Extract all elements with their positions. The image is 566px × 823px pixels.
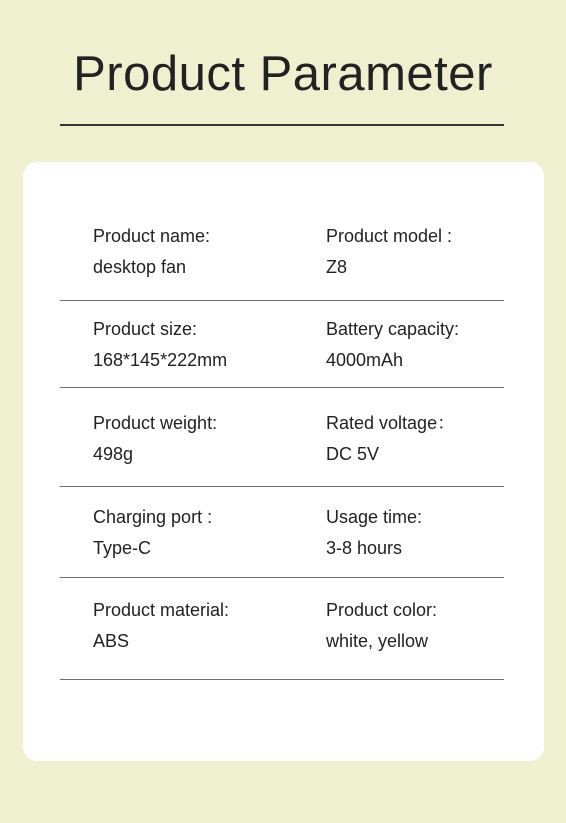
parameter-cell xyxy=(93,599,313,652)
parameter-cell xyxy=(93,225,313,278)
parameter-cell xyxy=(326,506,546,559)
parameter-label: Usage time: xyxy=(326,507,423,527)
parameter-cell xyxy=(93,412,313,465)
parameter-cell xyxy=(326,318,546,371)
parameter-label: Product weight: xyxy=(93,413,218,433)
parameter-value: 4000mAh xyxy=(326,350,404,370)
row-divider xyxy=(60,679,504,680)
parameter-label: Product material: xyxy=(93,600,230,620)
parameter-label: Product color: xyxy=(326,600,438,620)
parameter-cell xyxy=(93,318,313,371)
parameter-label: Product name: xyxy=(93,226,211,246)
row-divider xyxy=(60,577,504,578)
parameter-value: 3-8 hours xyxy=(326,538,403,558)
parameter-cell xyxy=(93,506,313,559)
page-title: Product Parameter xyxy=(73,47,493,101)
parameter-value: white, yellow xyxy=(326,631,429,651)
parameter-value: Z8 xyxy=(326,257,348,277)
parameter-cell xyxy=(326,225,546,278)
parameter-value: 498g xyxy=(93,444,134,464)
parameter-cell xyxy=(326,599,546,652)
row-divider xyxy=(60,300,504,301)
parameter-value: DC 5V xyxy=(326,444,380,464)
parameter-label: Product size: xyxy=(93,319,198,339)
parameter-value: Type-C xyxy=(93,538,152,558)
title-divider xyxy=(60,124,504,126)
parameter-card xyxy=(23,162,544,761)
row-divider xyxy=(60,486,504,487)
row-divider xyxy=(60,387,504,388)
parameter-label: Charging port : xyxy=(93,507,213,527)
parameter-value: 168*145*222mm xyxy=(93,350,228,370)
parameter-label: Product model : xyxy=(326,226,453,246)
parameter-value: ABS xyxy=(93,631,130,651)
parameter-label: Rated voltage： xyxy=(326,413,456,433)
parameter-cell xyxy=(326,412,546,465)
parameter-label: Battery capacity: xyxy=(326,319,460,339)
parameter-value: desktop fan xyxy=(93,257,187,277)
